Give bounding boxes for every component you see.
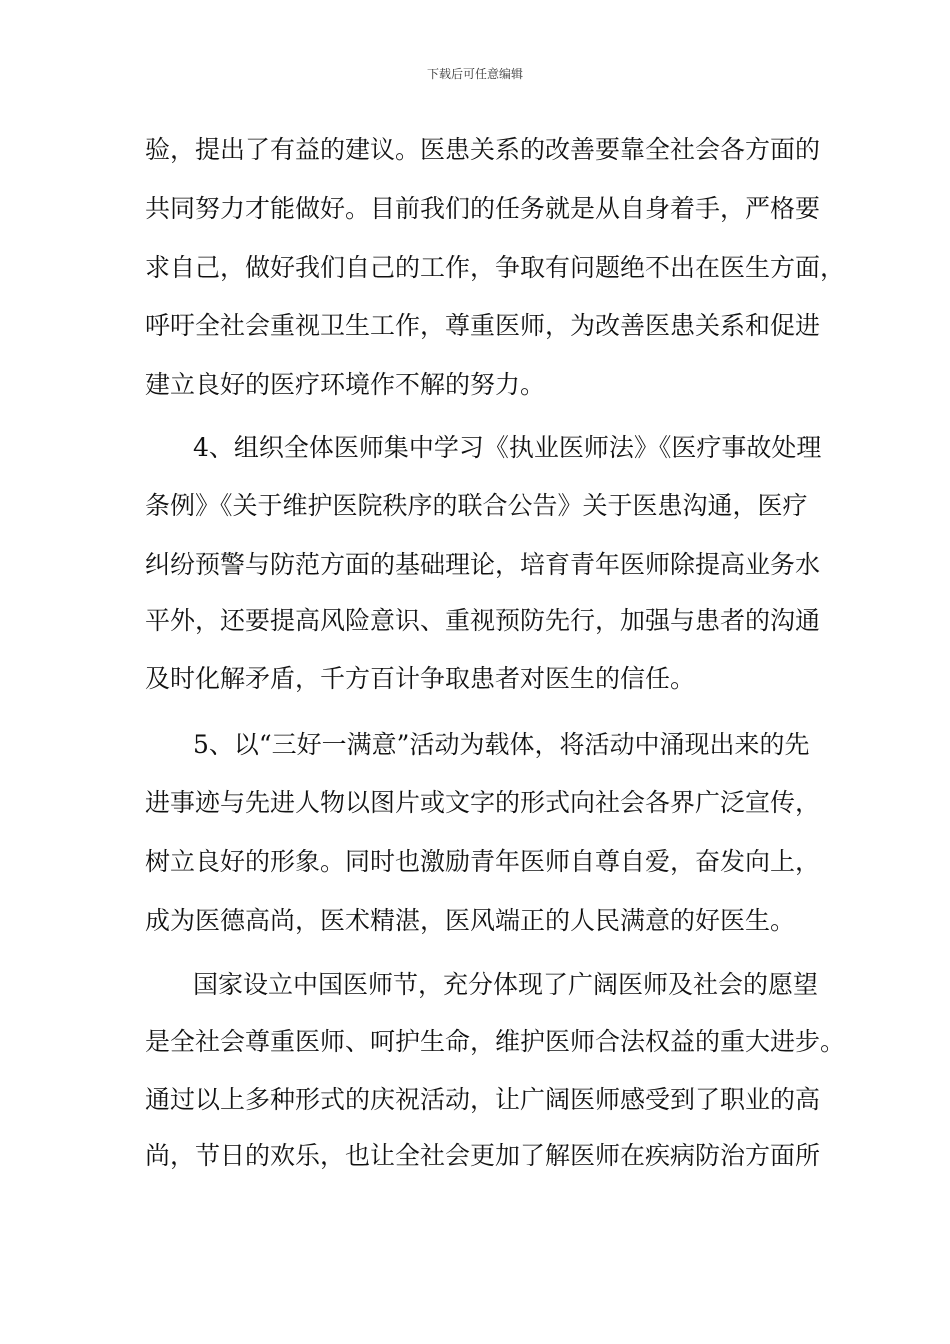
paragraph-line: 建立良好的医疗环境作不解的努力。 [145,370,546,399]
paragraph-line: 国家设立中国医师节，充分体现了广阔医师及社会的愿望 [193,970,819,999]
paragraph-line: 成为医德高尚，医术精湛，医风端正的人民满意的好医生。 [145,906,796,935]
paragraph-line: 及时化解矛盾，千方百计争取患者对医生的信任。 [145,664,696,693]
paragraph-line: 通过以上多种形式的庆祝活动，让广阔医师感受到了职业的高 [145,1085,821,1114]
paragraph-line: 是全社会尊重医师、呵护生命，维护医师合法权益的重大进步。 [145,1027,846,1056]
paragraph-line: 平外，还要提高风险意识、重视预防先行，加强与患者的沟通 [145,606,821,635]
paragraph-line: 呼吁全社会重视卫生工作，尊重医师，为改善医患关系和促进 [145,311,821,340]
paragraph-line: 纠纷预警与防范方面的基础理论，培育青年医师除提高业务水 [145,550,821,579]
paragraph-line: 共同努力才能做好。目前我们的任务就是从自身着手，严格要 [145,194,821,223]
paragraph-line: 进事迹与先进人物以图片或文字的形式向社会各界广泛宣传， [145,788,821,817]
paragraph-line: 验，提出了有益的建议。医患关系的改善要靠全社会各方面的 [145,135,821,164]
page-header-note: 下载后可任意编辑 [426,67,523,81]
paragraph-line: 5、以“三好一满意”活动为载体，将活动中涌现出来的先 [193,730,810,759]
paragraph-line: 尚，节日的欢乐，也让全社会更加了解医师在疾病防治方面所 [145,1141,821,1170]
paragraph-line: 树立良好的形象。同时也激励青年医师自尊自爱，奋发向上， [145,847,821,876]
paragraph-line: 4、组织全体医师集中学习《执业医师法》《医疗事故处理 [193,433,822,462]
paragraph-line: 条例》《关于维护医院秩序的联合公告》关于医患沟通，医疗 [145,491,808,520]
paragraph-line: 求自己，做好我们自己的工作，争取有问题绝不出在医生方面， [145,253,846,282]
